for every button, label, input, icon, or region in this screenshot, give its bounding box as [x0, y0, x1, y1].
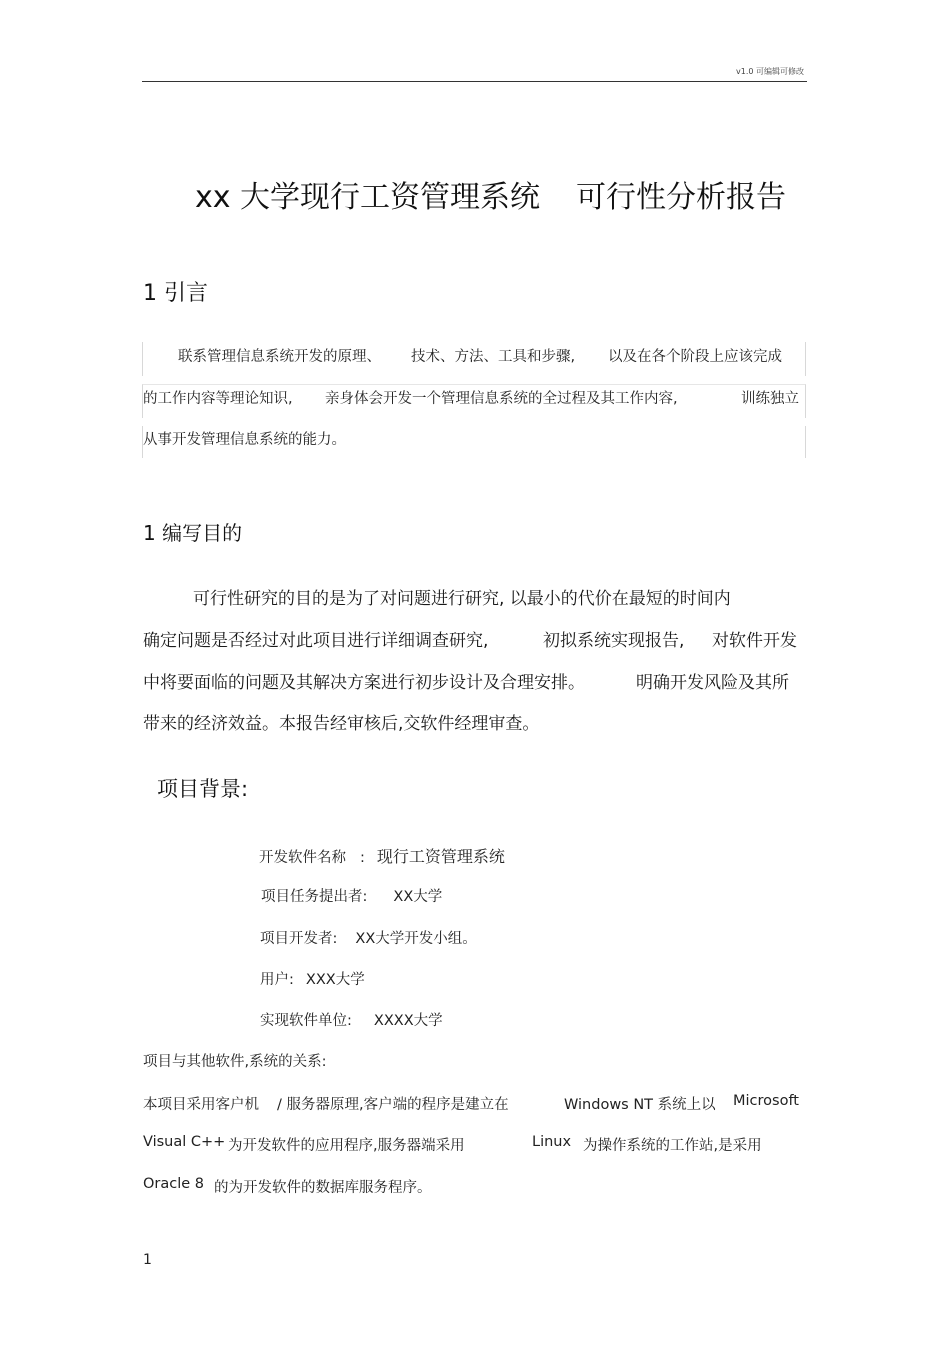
background-item-value: XX大学开发小组。	[355, 931, 477, 947]
background-item-implementer	[260, 1009, 443, 1030]
title-part-1: xx 大学现行工资管理系统	[195, 180, 541, 215]
intro-line-3	[142, 426, 806, 458]
background-item-value: XXXX大学	[373, 1013, 443, 1029]
intro-line-3-text: 从事开发管理信息系统的能力。	[143, 432, 346, 448]
background-item-label: 项目开发者:	[260, 931, 338, 947]
purpose-line-3-seg-2: 明确开发风险及其所	[636, 673, 789, 693]
purpose-line-3-seg-1: 中将要面临的问题及其解决方案进行初步设计及合理安排。	[143, 673, 585, 693]
relation-line-3-seg-2: 的为开发软件的数据库服务程序。	[214, 1180, 432, 1196]
background-item-label: 用户:	[260, 972, 294, 988]
relation-line-2-seg-2: 为开发软件的应用程序,服务器端采用	[228, 1138, 465, 1154]
background-item-software-name	[259, 844, 505, 867]
background-item-value: XXX大学	[305, 972, 365, 988]
background-item-value: XX大学	[393, 889, 443, 905]
purpose-line-2-seg-3: 对软件开发	[712, 631, 797, 651]
intro-line-2-seg-1: 的工作内容等理论知识,	[143, 391, 293, 407]
intro-line-1	[142, 342, 806, 376]
purpose-line-4: 带来的经济效益。本报告经审核后,交软件经理审查。	[143, 714, 540, 734]
background-item-value: 现行工资管理系统	[376, 847, 505, 866]
relation-line-1-seg-4: Microsoft	[733, 1093, 799, 1109]
intro-line-2-seg-3: 训练独立	[741, 391, 799, 407]
intro-line-1-seg-2: 技术、方法、工具和步骤,	[411, 349, 576, 365]
relation-line-2-seg-4: 为操作系统的工作站,是采用	[583, 1138, 762, 1154]
purpose-line-2-seg-1: 确定问题是否经过对此项目进行详细调查研究,	[143, 631, 489, 651]
header-divider	[142, 81, 807, 82]
relation-heading: 项目与其他软件,系统的关系:	[143, 1054, 327, 1070]
purpose-line-2-seg-2: 初拟系统实现报告,	[543, 631, 685, 651]
document-title	[195, 172, 786, 216]
background-item-task-proposer	[261, 885, 442, 906]
purpose-line-1: 可行性研究的目的是为了对问题进行研究, 以最小的代价在最短的时间内	[193, 589, 731, 609]
intro-line-1-seg-1: 联系管理信息系统开发的原理、	[178, 349, 381, 365]
background-item-developer	[260, 927, 477, 948]
intro-line-2	[142, 384, 806, 418]
relation-line-1-seg-2: / 服务器原理,客户端的程序是建立在	[277, 1097, 509, 1113]
background-heading: 项目背景:	[157, 777, 249, 801]
relation-line-2-seg-3: Linux	[532, 1134, 572, 1150]
background-item-user	[260, 968, 365, 989]
intro-line-1-seg-3: 以及在各个阶段上应该完成	[608, 349, 782, 365]
background-item-label: 开发软件名称	[259, 850, 346, 866]
section-heading-introduction: 1 引言	[143, 281, 208, 306]
relation-line-1-seg-3: Windows NT 系统上以	[564, 1097, 716, 1113]
title-part-2: 可行性分析报告	[576, 180, 787, 215]
background-item-separator: :	[360, 850, 365, 866]
relation-line-1-seg-1: 本项目采用客户机	[143, 1097, 259, 1113]
background-item-label: 实现软件单位:	[260, 1013, 352, 1029]
background-item-label: 项目任务提出者:	[261, 889, 368, 905]
relation-line-3-seg-1: Oracle 8	[143, 1176, 205, 1192]
header-version-note: v1.0 可编辑可修改	[736, 67, 804, 76]
intro-line-2-seg-2: 亲身体会开发一个管理信息系统的全过程及其工作内容,	[325, 391, 678, 407]
relation-line-2-seg-1: Visual C++	[143, 1134, 226, 1150]
page-number: 1	[143, 1252, 152, 1268]
section-heading-purpose: 1 编写目的	[143, 521, 243, 545]
